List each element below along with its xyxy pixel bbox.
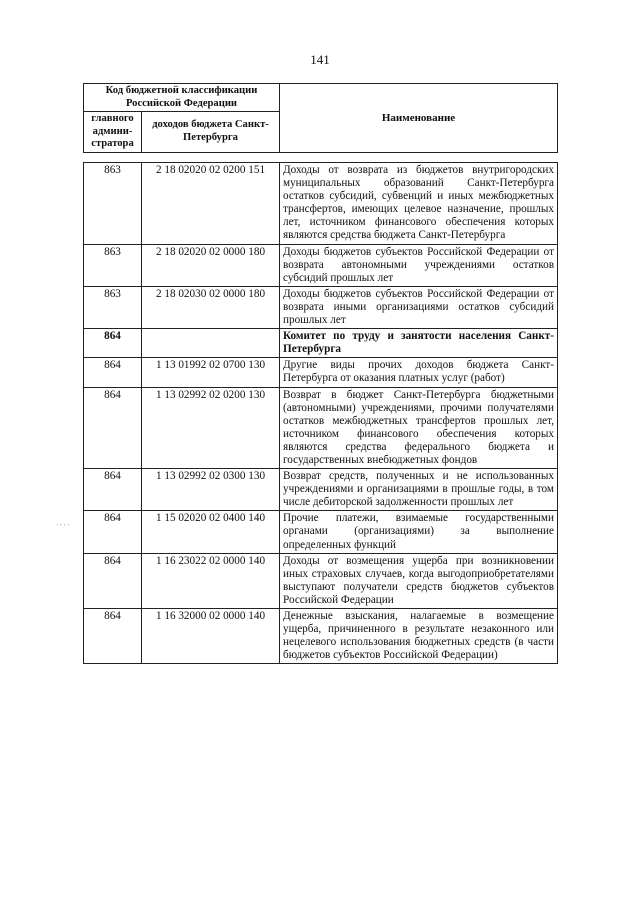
name-cell: Возврат средств, полученных и не использованных учреждениями и организациями в прошлые годы, в том числе дебиторской задолженности прошлых лет	[280, 469, 558, 511]
income-code-cell: 2 18 02030 02 0000 180	[142, 286, 280, 328]
income-code-cell: 1 16 23022 02 0000 140	[142, 553, 280, 608]
admin-code-cell: 863	[84, 163, 142, 245]
kbk-title: Код бюджетной классификации Российской Федерации	[84, 84, 280, 112]
admin-code-cell: 864	[84, 329, 142, 358]
admin-code-cell: 864	[84, 511, 142, 553]
table-row	[84, 358, 558, 387]
table-row	[84, 329, 558, 358]
admin-column-header: главного админи-стратора	[84, 112, 142, 153]
name-cell: Прочие платежи, взимаемые государственными органами (организациями) за выполнение определенных функций	[280, 511, 558, 553]
header-table	[83, 83, 558, 153]
admin-code-cell: 864	[84, 553, 142, 608]
table-body	[84, 163, 558, 664]
admin-code-cell: 864	[84, 469, 142, 511]
name-cell: Доходы бюджетов субъектов Российской Федерации от возврата иными организациями остатков субсидий прошлых лет	[280, 286, 558, 328]
admin-code-cell: 863	[84, 244, 142, 286]
table-row	[84, 469, 558, 511]
table-row	[84, 553, 558, 608]
table-row	[84, 286, 558, 328]
admin-code-cell: 864	[84, 609, 142, 664]
income-code-cell: 1 13 02992 02 0300 130	[142, 469, 280, 511]
income-code-cell: 1 16 32000 02 0000 140	[142, 609, 280, 664]
name-cell: Комитет по труду и занятости населения Санкт-Петербурга	[280, 329, 558, 358]
income-code-cell: 1 15 02020 02 0400 140	[142, 511, 280, 553]
margin-mark: ᐧ··ᐧ	[56, 520, 71, 530]
income-code-cell: 2 18 02020 02 0000 180	[142, 244, 280, 286]
table-row	[84, 609, 558, 664]
admin-code-cell: 864	[84, 387, 142, 469]
page-number: 141	[310, 52, 330, 67]
table-row	[84, 511, 558, 553]
income-code-cell: 2 18 02020 02 0200 151	[142, 163, 280, 245]
name-cell: Другие виды прочих доходов бюджета Санкт-Петербурга от оказания платных услуг (работ)	[280, 358, 558, 387]
income-code-cell	[142, 329, 280, 358]
income-code-cell: 1 13 02992 02 0200 130	[142, 387, 280, 469]
table-row	[84, 387, 558, 469]
admin-code-cell: 863	[84, 286, 142, 328]
classification-table	[83, 162, 558, 664]
name-cell: Доходы бюджетов субъектов Российской Федерации от возврата автономными учреждениями остатков субсидий прошлых лет	[280, 244, 558, 286]
name-cell: Доходы от возмещения ущерба при возникновении иных страховых случаев, когда выгодоприобретателями выступают получатели средств бюджетов субъектов Российской Федерации	[280, 553, 558, 608]
name-cell: Доходы от возврата из бюджетов внутригородских муниципальных образований Санкт-Петербурга остатков субсидий, субвенций и иных межбюджетных трансфертов, имеющих целевое назначение, прошлых лет, источником финансового обеспечения которых являются средства бюджета Санкт-Петербурга	[280, 163, 558, 245]
name-column-header: Наименование	[280, 84, 558, 153]
name-cell: Возврат в бюджет Санкт-Петербурга бюджетными (автономными) учреждениями, прочими получателями остатков межбюджетных трансфертов прошлых лет, источником финансового обеспечения которых являются средства федерального бюджета и государственных внебюджетных фондов	[280, 387, 558, 469]
table-row	[84, 163, 558, 245]
income-column-header: доходов бюджета Санкт-Петербурга	[142, 112, 280, 153]
table-row	[84, 244, 558, 286]
name-cell: Денежные взыскания, налагаемые в возмещение ущерба, причиненного в результате незаконного или нецелевого использования бюджетных средств (в части бюджетов субъектов Российской Федерации)	[280, 609, 558, 664]
admin-code-cell: 864	[84, 358, 142, 387]
income-code-cell: 1 13 01992 02 0700 130	[142, 358, 280, 387]
